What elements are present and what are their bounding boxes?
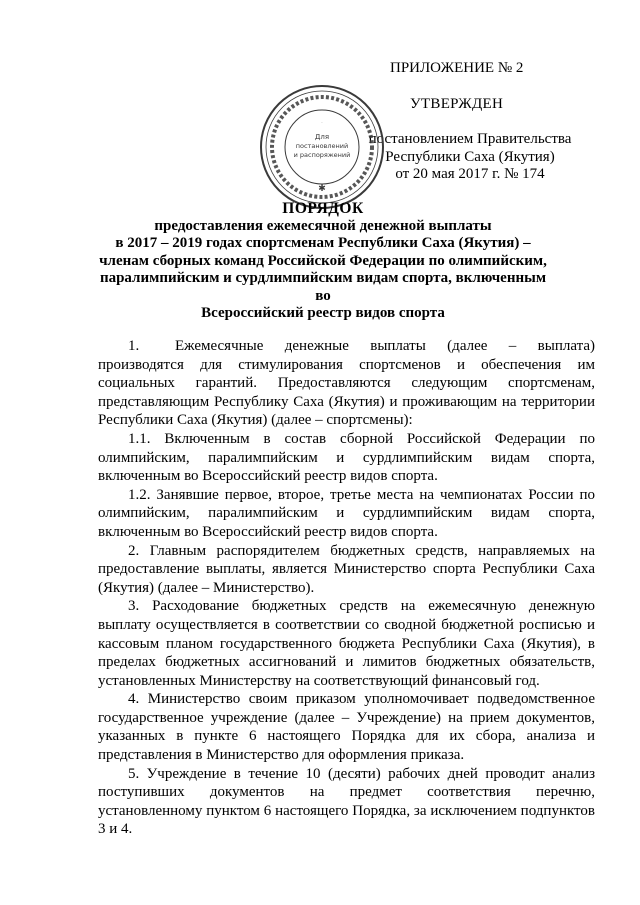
decree-reference (355, 131, 585, 184)
paragraph-1 (98, 337, 595, 430)
seal-center-text: постановлений (295, 142, 349, 150)
title-line: Всероссийский реестр видов спорта (201, 305, 445, 321)
seal-center-text: и распоряжений (293, 151, 351, 159)
paragraph-1-1: 1.1. Включенным в состав сборной Российской Федерации по олимпийским, паралимпийским и сурдлимпийским видам спорта, включенным во Всероссийский реестр видов спорта. (98, 430, 595, 485)
title-line: паралимпийским и сурдлимпийским видам спорта, включенным во (99, 270, 547, 304)
paragraph-text: Ежемесячные денежные выплаты (далее – выплата) производятся для стимулирования спортсменов и обеспечения им социальных гарантий. Предоставляются следующим спортсменам, представляющим Республику Саха (Якутия) и проживающим на территории Республики Саха (Якутия) (далее – спортсмены): (98, 338, 595, 429)
decree-line: постановлением Правительства (368, 131, 572, 147)
approved-label: УТВЕРЖДЕН (410, 96, 504, 112)
paragraph-1-2: 1.2. Занявшие первое, второе, третье места на чемпионатах России по олимпийским, паралимпийским и сурдлимпийским видам спорта, включенным во Всероссийский реестр видов спорта. (98, 486, 595, 540)
document-title (98, 200, 548, 323)
title-main: ПОРЯДОК (282, 200, 364, 217)
paragraph-3: 3. Расходование бюджетных средств на ежемесячную денежную выплату осуществляется в соответствии со сводной бюджетной росписью и кассовым планом государственного бюджета Республики Саха (Якутия), в пределах бюджетных ассигнований и лимитов бюджетных обязательств, установленных Министерству на соответствующий финансовый год. (98, 598, 595, 689)
seal-center-text: Для (314, 133, 330, 141)
title-line: предоставления ежемесячной денежной выплаты (154, 217, 492, 234)
paragraph-5: 5. Учреждение в течение 10 (десяти) рабочих дней проводит анализ поступивших документов на предмет соответствия перечню, установленному пунктом 6 настоящего Порядка, за исключением подпунктов 3 и 4. (98, 765, 595, 838)
paragraph-4: 4. Министерство своим приказом уполномочивает подведомственное государственное учреждение (далее – Учреждение) на прием документов, указанных в пункте 6 настоящего Порядка для их сбора, анализа и представления в Министерство для оформления приказа. (98, 691, 595, 764)
appendix-label: ПРИЛОЖЕНИЕ № 2 (390, 60, 524, 76)
paragraph-2: 2. Главным распорядителем бюджетных средств, направляемых на предоставление выплаты, является Министерство спорта Республики Саха (Якутия) (далее – Министерство). (98, 542, 595, 596)
seal-star-icon: ✱ (318, 183, 326, 193)
title-line: в 2017 – 2019 годах спортсменам Республики Саха (Якутия) – (115, 235, 531, 251)
decree-line: Республики Саха (Якутия) (385, 148, 555, 165)
document-body (98, 337, 595, 839)
decree-line: от 20 мая 2017 г. № 174 (395, 166, 545, 182)
svg-text:•: • (321, 122, 323, 124)
paragraph-number: 1. (128, 338, 140, 354)
official-seal-icon (258, 83, 386, 211)
title-line: членам сборных команд Российской Федерации по олимпийским, (99, 252, 547, 269)
